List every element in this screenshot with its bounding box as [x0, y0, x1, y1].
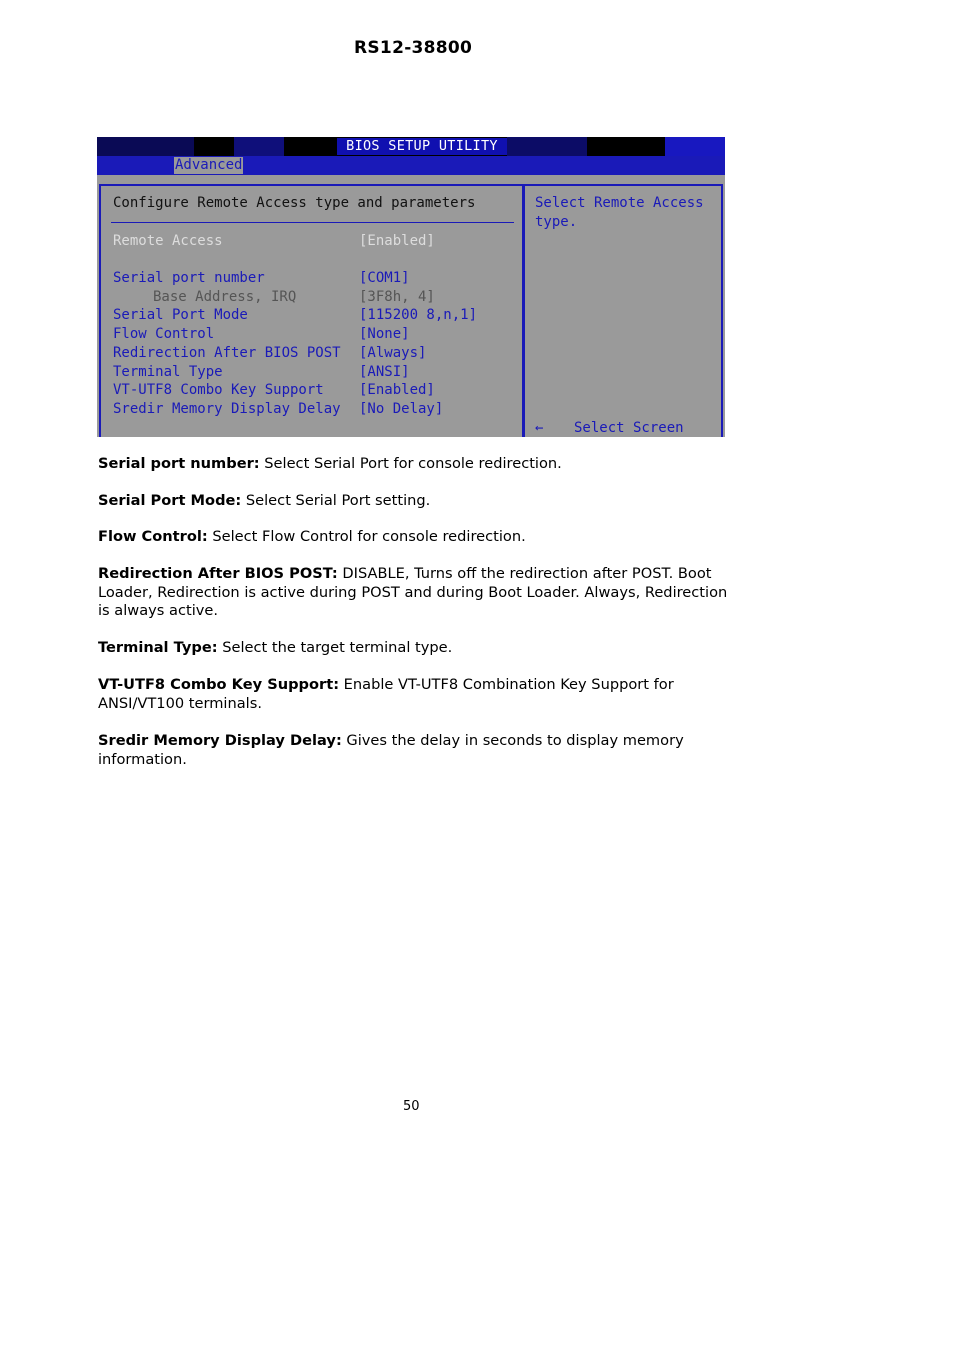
setting-terminal-type-value[interactable]: [ANSI] — [359, 364, 410, 380]
setting-base-address-label: Base Address, IRQ — [153, 289, 297, 305]
setting-redirection-after-post-label[interactable]: Redirection After BIOS POST — [113, 345, 341, 361]
setting-serial-port-number-label[interactable]: Serial port number — [113, 270, 265, 286]
left-arrow-icon: ← — [535, 420, 544, 436]
help-text-line-2: type. — [535, 214, 578, 230]
description-flow-control: Flow Control: Select Flow Control for console redirection. — [98, 528, 526, 545]
document-title: RS12-38800 — [354, 38, 473, 58]
bios-title-bar — [97, 137, 725, 156]
description-terminal-type: Terminal Type: Select the target terminal type. — [98, 639, 453, 656]
setting-base-address-value: [3F8h, 4] — [359, 289, 435, 305]
setting-sredir-memory-delay-value[interactable]: [No Delay] — [359, 401, 444, 417]
help-text-line-1: Select Remote Access — [535, 195, 704, 211]
setting-serial-port-mode-label[interactable]: Serial Port Mode — [113, 307, 248, 323]
setting-serial-port-mode-value[interactable]: [115200 8,n,1] — [359, 307, 478, 323]
setting-flow-control-value[interactable]: [None] — [359, 326, 410, 342]
bios-heading-divider — [111, 222, 514, 223]
description-serial-port-mode: Serial Port Mode: Select Serial Port setting. — [98, 492, 431, 509]
setting-remote-access-value[interactable]: [Enabled] — [359, 233, 435, 249]
description-sredir-memory-delay: Sredir Memory Display Delay: Gives the delay in seconds to display memory information. — [98, 732, 684, 768]
bios-title: BIOS SETUP UTILITY — [337, 138, 507, 155]
bios-panel-heading: Configure Remote Access type and parameters — [113, 195, 476, 211]
setting-remote-access-label[interactable]: Remote Access — [113, 233, 223, 249]
setting-sredir-memory-delay-label[interactable]: Sredir Memory Display Delay — [113, 401, 341, 417]
setting-vt-utf8-combo-key-value[interactable]: [Enabled] — [359, 382, 435, 398]
page-number: 50 — [403, 1099, 420, 1114]
bios-settings-panel — [99, 184, 524, 437]
setting-serial-port-number-value[interactable]: [COM1] — [359, 270, 410, 286]
setting-terminal-type-label[interactable]: Terminal Type — [113, 364, 223, 380]
setting-redirection-after-post-value[interactable]: [Always] — [359, 345, 427, 361]
tab-advanced[interactable]: Advanced — [175, 157, 243, 173]
description-serial-port-number: Serial port number: Select Serial Port for console redirection. — [98, 455, 562, 472]
setting-vt-utf8-combo-key-label[interactable]: VT-UTF8 Combo Key Support — [113, 382, 324, 398]
description-redirection-after-post: Redirection After BIOS POST: DISABLE, Turns off the redirection after POST. Boot Loader, Redirection is active during POST and during Boot Loader. Always, Redirection is always active. — [98, 565, 728, 619]
setting-flow-control-label[interactable]: Flow Control — [113, 326, 215, 342]
bios-help-panel — [523, 184, 723, 437]
bios-menu-bar — [97, 156, 725, 175]
bios-screenshot — [97, 137, 725, 437]
help-select-screen: Select Screen — [574, 420, 684, 436]
description-vt-utf8-combo-key: VT-UTF8 Combo Key Support: Enable VT-UTF8 Combination Key Support for ANSI/VT100 terminals. — [98, 676, 674, 712]
